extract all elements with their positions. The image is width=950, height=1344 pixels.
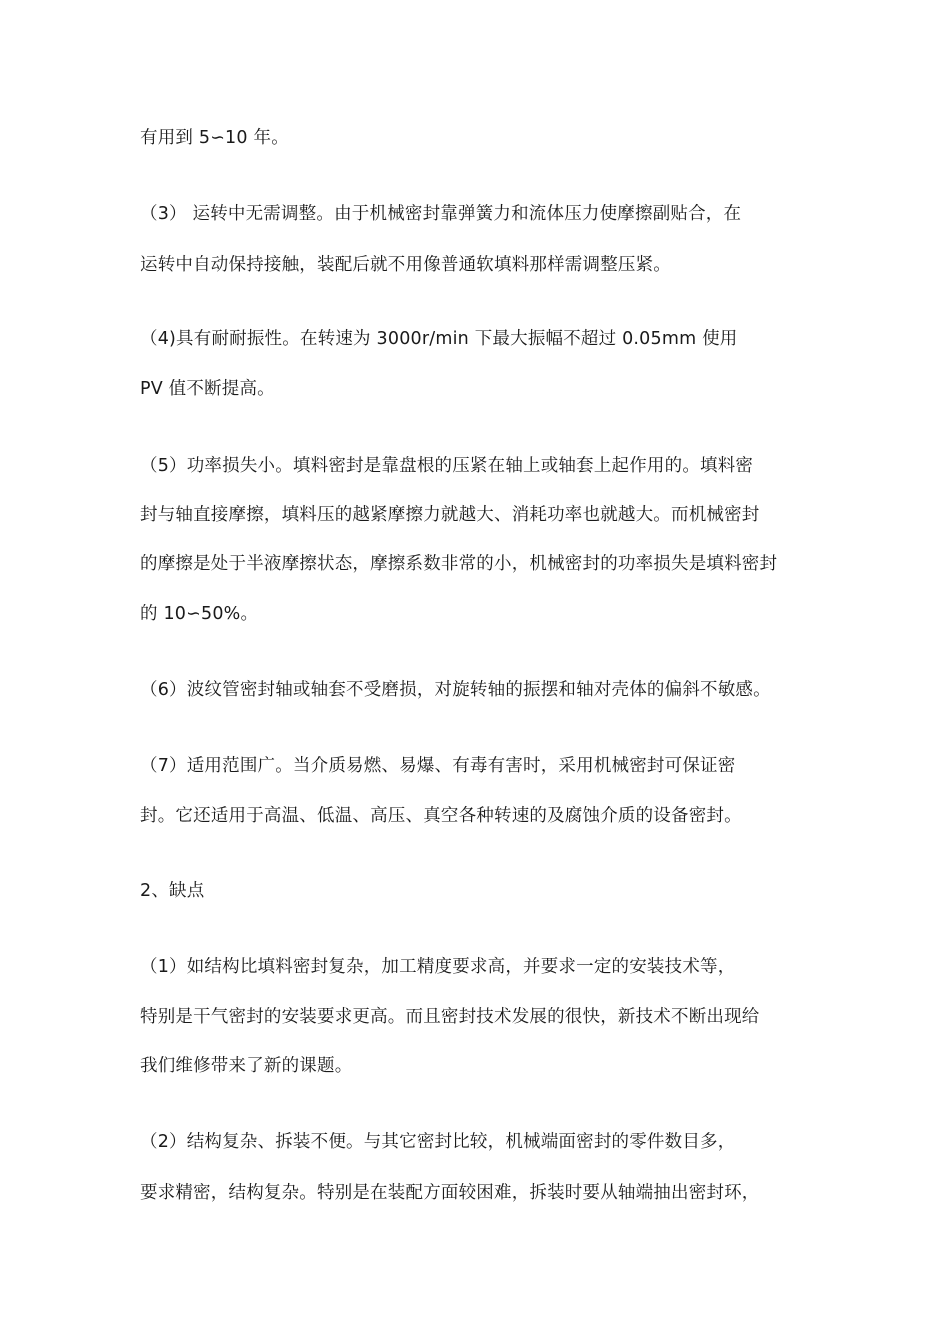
text-line: （5）功率损失小。填料密封是靠盘根的压紧在轴上或轴套上起作用的。填料密 <box>140 456 754 476</box>
text-line: 要求精密，结构复杂。特别是在装配方面较困难，拆装时要从轴端抽出密封环， <box>140 1183 760 1203</box>
text-line: PV 值不断提高。 <box>140 379 275 399</box>
text-line: 我们维修带来了新的课题。 <box>140 1056 353 1076</box>
text-line: 封。它还适用于高温、低温、高压、真空各种转速的及腐蚀介质的设备密封。 <box>140 806 742 826</box>
text-line: 封与轴直接摩擦，填料压的越紧摩擦力就越大、消耗功率也就越大。而机械密封 <box>140 505 760 525</box>
text-line: （4)具有耐耐振性。在转速为 3000r/min 下最大振幅不超过 0.05mm 使用 <box>140 329 738 349</box>
text-line: （1）如结构比填料密封复杂，加工精度要求高，并要求一定的安装技术等， <box>140 957 736 977</box>
text-line: 的摩擦是处于半液摩擦状态，摩擦系数非常的小，机械密封的功率损失是填料密封 <box>140 554 778 574</box>
text-line: 特别是干气密封的安装要求更高。而且密封技术发展的很快，新技术不断出现给 <box>140 1007 760 1027</box>
text-line: （7）适用范围广。当介质易燃、易爆、有毒有害时，采用机械密封可保证密 <box>140 756 736 776</box>
text-line: （6）波纹管密封轴或轴套不受磨损，对旋转轴的振摆和轴对壳体的偏斜不敏感。 <box>140 680 771 700</box>
section-heading: 2、缺点 <box>140 881 205 901</box>
text-line: （2）结构复杂、拆装不便。与其它密封比较，机械端面密封的零件数目多， <box>140 1132 736 1152</box>
text-line: 的 10∽50%。 <box>140 604 259 624</box>
text-line: 运转中自动保持接触，装配后就不用像普通软填料那样需调整压紧。 <box>140 255 671 275</box>
text-line: （3） 运转中无需调整。由于机械密封靠弹簧力和流体压力使摩擦副贴合，在 <box>140 204 742 224</box>
text-line: 有用到 5∽10 年。 <box>140 128 289 148</box>
